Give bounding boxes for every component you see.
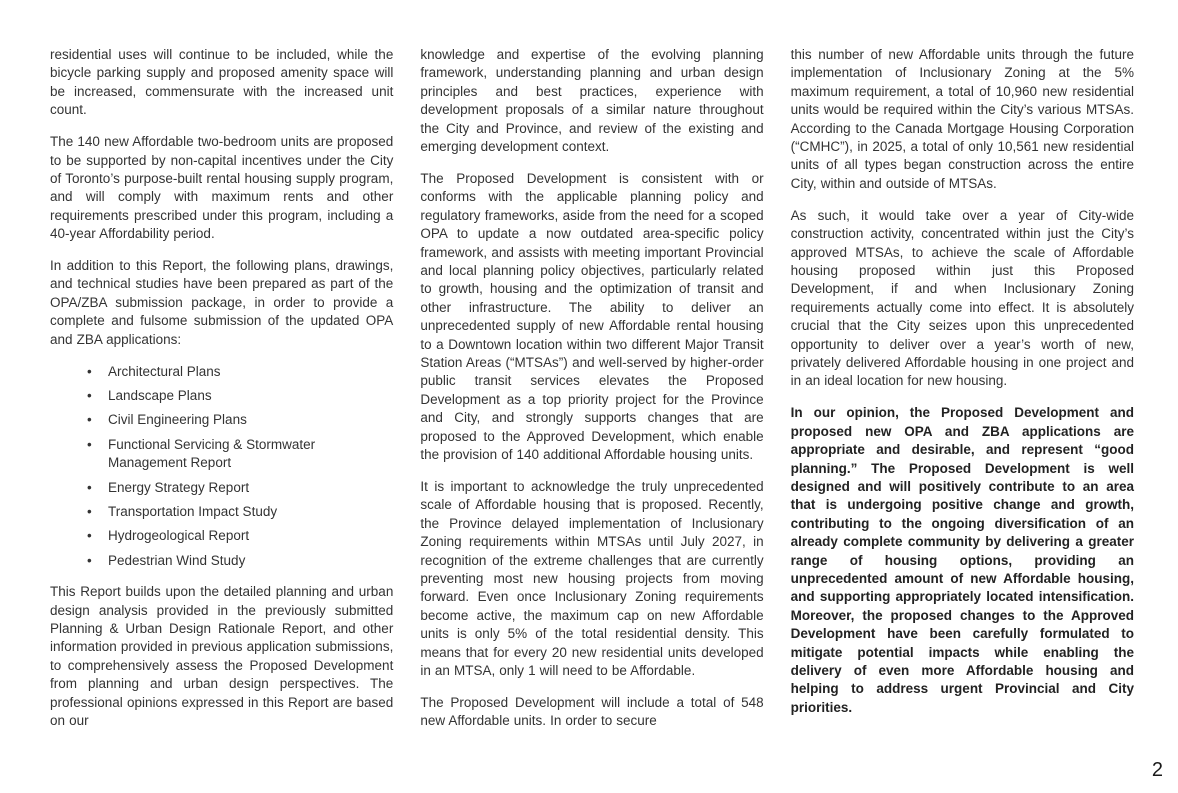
bullet-item: • Pedestrian Wind Study — [108, 552, 393, 570]
bullet-item: • Hydrogeological Report — [108, 527, 393, 545]
paragraph: this number of new Affordable units through the future implementation of Inclusionary Zoning at the 5% maximum requirement, a total of 10,960 new residential units would be required within the City’s various MTSAs. According to the Canada Mortgage Housing Corporation (“CMHC”), in 2025, a total of only 10,561 new residential units of all types began construction across the entire City, within and outside of MTSAs. — [790, 47, 1134, 191]
paragraph: The Proposed Development will include a total of 548 new Affordable units. In order to secure — [420, 694, 764, 729]
paragraph: residential uses will continue to be included, while the bicycle parking supply and proposed amenity space will be increased, commensurate with the increased unit count. — [50, 47, 394, 118]
paragraph: As such, it would take over a year of City-wide construction activity, concentrated within just the City’s approved MTSAs, to achieve the scale of Affordable housing proposed within just this Proposed Development, if and when Inclusionary Zoning requirements actually come into effect. It is absolutely crucial that the City seizes upon this unprecedented opportunity to deliver over a year’s worth of new, privately delivered Affordable housing in one project and in an ideal location for new housing. — [790, 207, 1134, 389]
text-column-1 — [50, 46, 393, 753]
bullet-item: • Civil Engineering Plans — [108, 411, 393, 429]
paragraph: In addition to this Report, the following plans, drawings, and technical studies have been prepared as part of the OPA/ZBA submission package, in order to provide a complete and fulsome submission of the updated OPA and ZBA applications: — [50, 258, 394, 347]
bullet-item: • Transportation Impact Study — [108, 503, 393, 521]
bullet-item: • Architectural Plans — [108, 363, 393, 381]
text-column-3 — [791, 46, 1134, 753]
paragraph-bold: In our opinion, the Proposed Development and proposed new OPA and ZBA applications are appropriate and desirable, and represent “good planning.” The Proposed Development is well designed and will positively contribute to an area that is undergoing positive change and growth, contributing to the ongoing diversification of an already complete community by delivering a greater range of housing options, providing an unprecedented amount of new Affordable housing, and supporting appropriately located intensification. Moreover, the proposed changes to the Approved Development have been carefully formulated to mitigate potential impacts while enabling the delivery of even more Affordable housing and helping to address urgent Provincial and City priorities. — [790, 405, 1134, 715]
bullet-item: • Energy Strategy Report — [108, 479, 393, 497]
paragraph: knowledge and expertise of the evolving planning framework, understanding planning and urban design principles and best practices, experience with development proposals of a similar nature throughout the City and Province, and review of the existing and emerging development context. — [420, 47, 764, 155]
bullet-item: • Landscape Plans — [108, 387, 393, 405]
bullet-list — [50, 363, 393, 571]
text-column-2 — [420, 46, 763, 753]
paragraph: It is important to acknowledge the truly unprecedented scale of Affordable housing that is proposed. Recently, the Province delayed implementation of Inclusionary Zoning requirements within MTSAs until July 2027, in recognition of the extreme challenges that are currently preventing most new housing projects from moving forward. Even once Inclusionary Zoning requirements become active, the maximum cap on new Affordable units is only 5% of the total residential density. This means that for every 20 new residential units developed in an MTSA, only 1 will need to be Affordable. — [420, 478, 764, 678]
paragraph: The 140 new Affordable two-bedroom units are proposed to be supported by non-capital incentives under the City of Toronto’s purpose-built rental housing supply program, and will comply with maximum rents and other requirements prescribed under this program, including a 40-year Affordability period. — [50, 134, 394, 242]
bullet-item: • Functional Servicing & Stormwater Management Report — [108, 436, 393, 473]
paragraph: This Report builds upon the detailed planning and urban design analysis provided in the previously submitted Planning & Urban Design Rationale Report, and other information provided in previous application submissions, to comprehensively assess the Proposed Development from planning and urban design perspectives. The professional opinions expressed in this Report are based on our — [50, 584, 394, 729]
paragraph: The Proposed Development is consistent with or conforms with the applicable planning policy and regulatory frameworks, aside from the need for a scoped OPA to update a now outdated area-specific policy framework, and assists with meeting important Provincial and local planning policy objectives, particularly related to growth, housing and the optimization of transit and other infrastructure. The ability to deliver an unprecedented supply of new Affordable rental housing to a Downtown location within two different Major Transit Station Areas (“MTSAs”) and well-served by higher-order public transit services elevates the Proposed Development as a top priority project for the Province and City, and strongly supports changes that are proposed to the Approved Development, which enable the provision of 140 additional Affordable housing units. — [420, 170, 764, 463]
page-number: 2 — [1151, 759, 1163, 781]
